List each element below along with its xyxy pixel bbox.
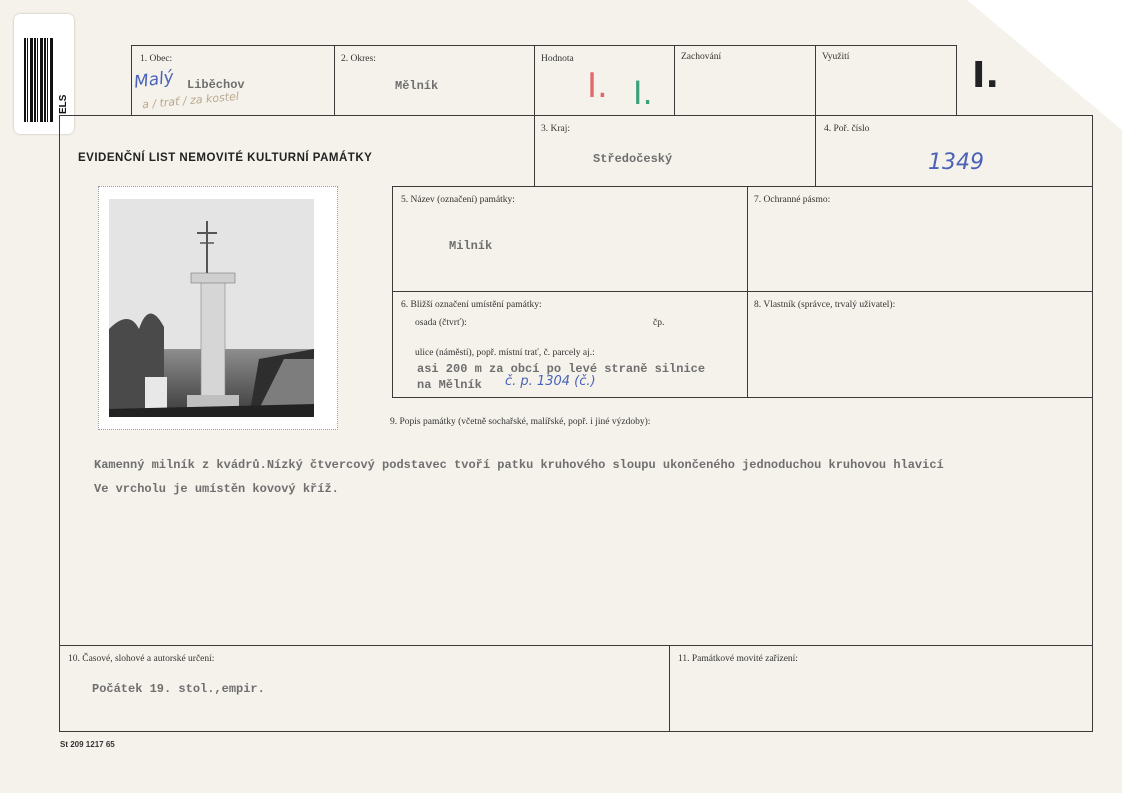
label-hodnota: Hodnota bbox=[541, 54, 574, 64]
field-por-cislo bbox=[815, 115, 1093, 187]
page-title: EVIDENČNÍ LIST NEMOVITÉ KULTURNÍ PAMÁTKY bbox=[78, 152, 373, 164]
value-location-line2: na Mělník bbox=[417, 378, 482, 392]
label-umisteni: 6. Bližší označení umístění památky: bbox=[401, 300, 542, 310]
label-movite: 11. Památkové movité zařízení: bbox=[678, 654, 798, 664]
value-location-line1: asi 200 m za obcí po levé straně silnice bbox=[417, 362, 706, 376]
label-casove: 10. Časové, slohové a autorské určení: bbox=[68, 654, 215, 664]
category-mark: I. bbox=[972, 55, 1000, 96]
monument-photo bbox=[109, 199, 314, 417]
label-vlastnik: 8. Vlastník (správce, trvalý uživatel): bbox=[754, 300, 896, 310]
value-nazev: Milník bbox=[449, 239, 493, 253]
handwritten-maly: Malý bbox=[132, 67, 176, 93]
label-kraj: 3. Kraj: bbox=[541, 124, 571, 134]
barcode-icon bbox=[24, 38, 54, 122]
label-por-cislo: 4. Poř. číslo bbox=[824, 124, 870, 134]
handwritten-pencil-note: a / trať / za kostel bbox=[141, 89, 240, 112]
milestone-image bbox=[109, 199, 314, 417]
value-obec: Liběchov bbox=[187, 78, 245, 92]
field-movite bbox=[669, 645, 1093, 732]
label-popis: 9. Popis památky (včetně sochařské, malířské, popř. i jiné výzdoby): bbox=[390, 417, 651, 427]
field-nazev bbox=[392, 186, 748, 292]
field-casove bbox=[59, 645, 670, 732]
field-kraj bbox=[534, 115, 816, 187]
photo-frame bbox=[98, 186, 338, 430]
label-obec: 1. Obec: bbox=[140, 54, 173, 64]
field-ochranne-pasmo bbox=[747, 186, 1093, 292]
label-zachovani: Zachování bbox=[681, 52, 722, 62]
label-osada: osada (čtvrť): bbox=[415, 318, 467, 328]
field-vlastnik bbox=[747, 291, 1093, 398]
field-vyuziti bbox=[815, 45, 957, 116]
value-por-cislo: 1349 bbox=[928, 150, 984, 175]
mark-red: I. bbox=[587, 66, 608, 106]
field-okres bbox=[334, 45, 535, 116]
handwritten-cp: č. p. 1304 (č.) bbox=[505, 374, 596, 389]
form-code: St 209 1217 65 bbox=[60, 740, 115, 749]
label-cp: čp. bbox=[653, 318, 665, 328]
field-zachovani bbox=[674, 45, 816, 116]
field-hodnota bbox=[534, 45, 675, 116]
field-obec bbox=[131, 45, 335, 116]
mark-green: I. bbox=[633, 74, 653, 112]
label-nazev: 5. Název (označení) památky: bbox=[401, 195, 515, 205]
value-kraj: Středočeský bbox=[593, 152, 673, 166]
value-casove: Počátek 19. stol.,empir. bbox=[92, 682, 265, 696]
label-vyuziti: Využití bbox=[822, 52, 850, 62]
label-okres: 2. Okres: bbox=[341, 54, 376, 64]
value-popis-line2: Ve vrcholu je umístěn kovový kříž. bbox=[94, 482, 339, 496]
value-popis-line1: Kamenný milník z kvádrů.Nízký čtvercový podstavec tvoří patku kruhového sloupu ukončeného jednoduchou kruhovou hlavicí bbox=[94, 458, 944, 472]
barcode-label: ELS bbox=[58, 94, 69, 114]
label-ulice: ulice (náměstí), popř. místní trať, č. parcely aj.: bbox=[415, 348, 595, 358]
value-okres: Mělník bbox=[395, 79, 439, 93]
label-ochranne-pasmo: 7. Ochranné pásmo: bbox=[754, 195, 831, 205]
field-umisteni bbox=[392, 291, 748, 398]
